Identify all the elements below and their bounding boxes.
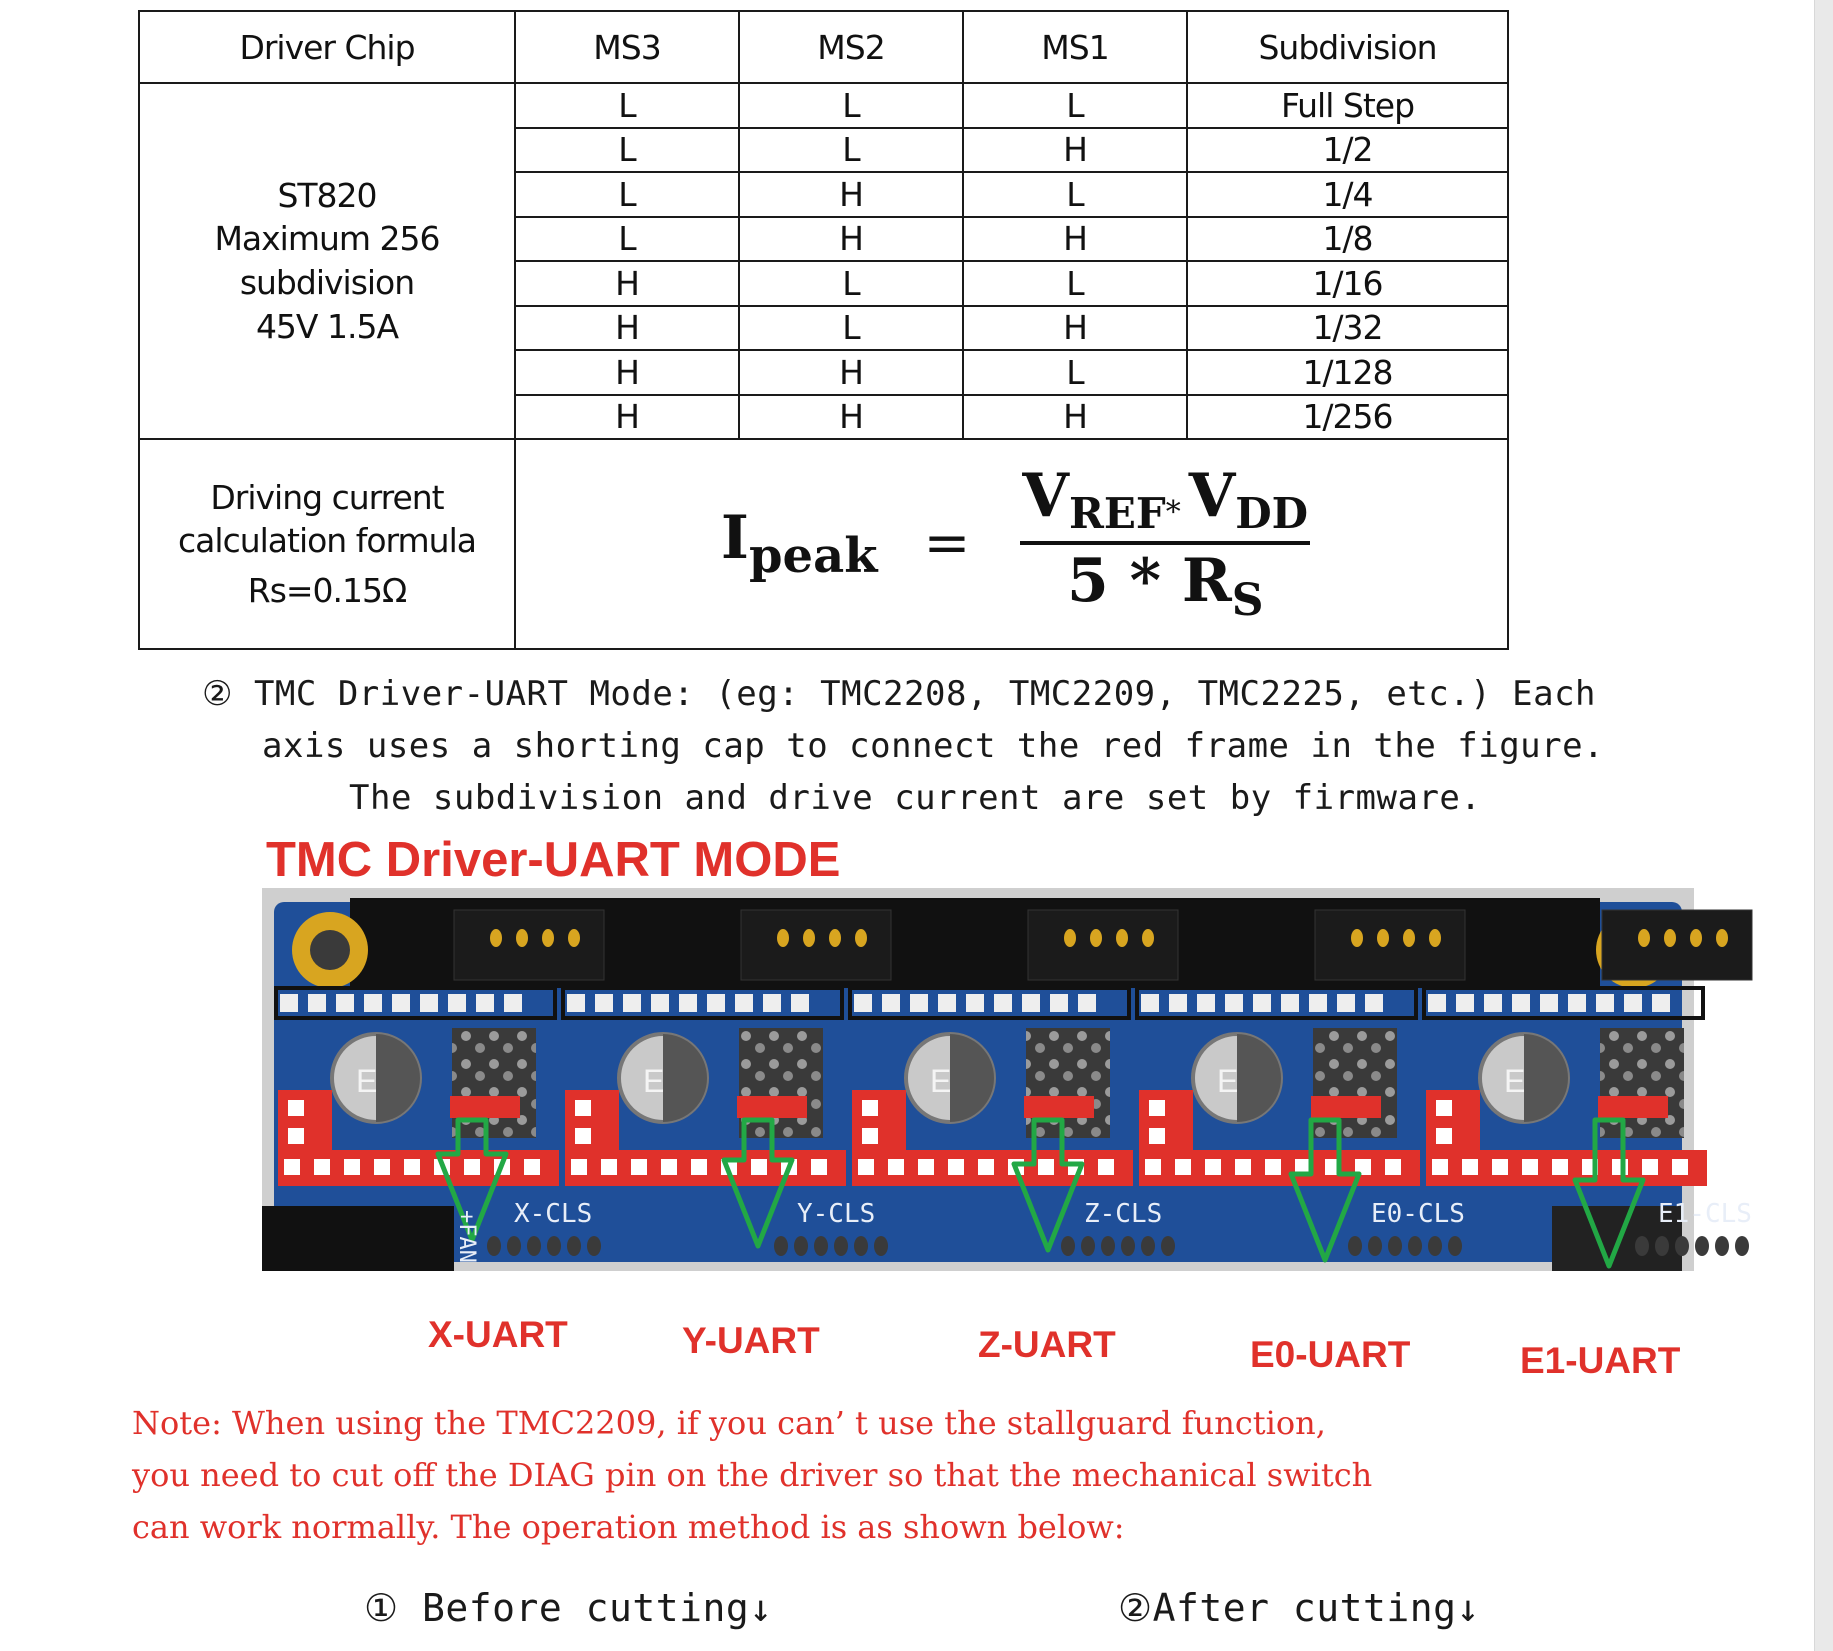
endstop-pin	[1116, 929, 1128, 947]
red-row-pin	[858, 1159, 874, 1175]
red-frame-pin	[575, 1100, 591, 1116]
uart-label-e0: E0-UART	[1250, 1334, 1411, 1375]
pin-dot	[1715, 1236, 1729, 1256]
header-pin	[364, 994, 382, 1012]
pin-dot	[1388, 1236, 1402, 1256]
pin-dot	[1348, 1236, 1362, 1256]
header-ms2: MS2	[739, 11, 963, 83]
shorting-cap-e0	[1311, 1096, 1381, 1118]
table-header-row	[139, 11, 1508, 83]
shorting-cap-e1	[1598, 1096, 1668, 1118]
formula-numerator: $V_{REF}*$ $V_{DD}$	[1022, 460, 1309, 538]
table-cell: H	[515, 261, 739, 306]
shorting-cap-x	[450, 1096, 520, 1118]
table-cell: H	[515, 350, 739, 395]
pin-dot	[507, 1236, 521, 1256]
pin-dot	[1428, 1236, 1442, 1256]
endstop-pin	[803, 929, 815, 947]
endstop-pin	[1377, 929, 1389, 947]
header-pin	[280, 994, 298, 1012]
pin-dot	[1735, 1236, 1749, 1256]
chip-subdivision-line: subdivision	[239, 263, 415, 302]
formula-label-line2: calculation formula	[178, 521, 476, 561]
endstop-plug-e0	[1315, 910, 1465, 980]
red-row-pin	[1672, 1159, 1688, 1175]
red-row-pin	[1038, 1159, 1054, 1175]
endstop-pin	[1638, 929, 1650, 947]
table-cell: L	[515, 172, 739, 217]
header-pin	[1540, 994, 1558, 1012]
endstop-pin	[1090, 929, 1102, 947]
header-pin	[1253, 994, 1271, 1012]
endstop-plug-x	[454, 910, 604, 980]
table-cell: L	[963, 350, 1187, 395]
table-cell: 1/16	[1187, 261, 1508, 306]
header-pin	[567, 994, 585, 1012]
table-cell: Full Step	[1187, 83, 1508, 128]
red-frame-pin	[862, 1128, 878, 1144]
table-row	[139, 83, 1508, 128]
header-pin	[448, 994, 466, 1012]
endstop-pin	[542, 929, 554, 947]
red-frame-pin	[1149, 1128, 1165, 1144]
capacitor-mark: E	[356, 1063, 378, 1099]
pin-dot	[487, 1236, 501, 1256]
endstop-pin	[1142, 929, 1154, 947]
header-pin	[763, 994, 781, 1012]
board-diagram	[262, 888, 1752, 1271]
header-pin	[420, 994, 438, 1012]
table-cell: H	[739, 172, 963, 217]
pin-dot	[1408, 1236, 1422, 1256]
header-pin	[854, 994, 872, 1012]
formula-label-rs: Rs=0.15Ω	[247, 570, 407, 610]
red-row-pin	[888, 1159, 904, 1175]
red-row-pin	[691, 1159, 707, 1175]
pin-dot	[834, 1236, 848, 1256]
pin-dot	[1061, 1236, 1075, 1256]
table-cell: L	[739, 306, 963, 351]
header-pin	[1225, 994, 1243, 1012]
header-pin	[1512, 994, 1530, 1012]
uart-intro-line1: ② TMC Driver-UART Mode: (eg: TMC2208, TMC2209, TMC2225, etc.) Each	[202, 674, 1597, 714]
pin-dot	[1368, 1236, 1382, 1256]
pin-dot	[774, 1236, 788, 1256]
formula-label-line1: Driving current	[210, 477, 444, 517]
red-row-pin	[918, 1159, 934, 1175]
header-pin	[1624, 994, 1642, 1012]
chip-name: ST820	[277, 175, 377, 215]
capacitor-mark: E	[1504, 1063, 1526, 1099]
red-row-pin	[631, 1159, 647, 1175]
red-row-pin	[1098, 1159, 1114, 1175]
endstop-pin	[777, 929, 789, 947]
table-cell: H	[739, 395, 963, 440]
pin-dot	[1695, 1236, 1709, 1256]
shorting-cap-y	[737, 1096, 807, 1118]
driver-chip-cell	[139, 83, 515, 439]
table-cell: H	[963, 306, 1187, 351]
formula-denominator: $5 * R_S$	[1066, 545, 1264, 626]
capacitor-mark: E	[930, 1063, 952, 1099]
red-frame-pin	[575, 1128, 591, 1144]
header-pin	[623, 994, 641, 1012]
header-pin	[1428, 994, 1446, 1012]
header-pin	[1050, 994, 1068, 1012]
silkscreen-fan: +FAN	[454, 1210, 479, 1263]
silkscreen-cls-y: Y-CLS	[797, 1199, 876, 1229]
red-frame-pin	[1436, 1128, 1452, 1144]
table-cell: 1/4	[1187, 172, 1508, 217]
header-pin	[476, 994, 494, 1012]
red-row-pin	[1145, 1159, 1161, 1175]
table-cell: L	[515, 217, 739, 262]
header-pin	[1568, 994, 1586, 1012]
pin-dot	[547, 1236, 561, 1256]
board-figure	[262, 888, 1752, 1381]
header-ms1: MS1	[963, 11, 1187, 83]
header-pin	[1484, 994, 1502, 1012]
red-row-pin	[374, 1159, 390, 1175]
pin-dot	[814, 1236, 828, 1256]
table-cell: L	[963, 83, 1187, 128]
pin-dot	[1635, 1236, 1649, 1256]
pin-dot	[854, 1236, 868, 1256]
table-cell: L	[739, 128, 963, 173]
header-pin	[1309, 994, 1327, 1012]
red-row-pin	[751, 1159, 767, 1175]
header-pin	[910, 994, 928, 1012]
header-pin	[1456, 994, 1474, 1012]
formula-lhs: $I_{peak}$	[720, 503, 878, 584]
silkscreen-cls-e0: E0-CLS	[1371, 1199, 1465, 1229]
pin-dot	[874, 1236, 888, 1256]
table-cell: 1/32	[1187, 306, 1508, 351]
uart-label-x: X-UART	[428, 1314, 568, 1355]
uart-label-z: Z-UART	[978, 1324, 1116, 1365]
red-row-pin	[601, 1159, 617, 1175]
pin-dot	[1121, 1236, 1135, 1256]
pin-dot	[1141, 1236, 1155, 1256]
fan-block	[262, 1206, 454, 1271]
endstop-pin	[1429, 929, 1441, 947]
formula-row	[139, 439, 1508, 649]
red-frame-pin	[1436, 1100, 1452, 1116]
note-line3: can work normally. The operation method is as shown below:	[132, 1508, 1125, 1546]
table-cell: 1/2	[1187, 128, 1508, 173]
microstep-table	[138, 10, 1509, 650]
capacitor-mark: E	[1217, 1063, 1239, 1099]
header-pin	[966, 994, 984, 1012]
red-row-pin	[524, 1159, 540, 1175]
endstop-pin	[1664, 929, 1676, 947]
header-pin	[1197, 994, 1215, 1012]
header-pin	[994, 994, 1012, 1012]
header-pin	[336, 994, 354, 1012]
table-cell: L	[963, 261, 1187, 306]
red-frame-pin	[288, 1128, 304, 1144]
red-row-pin	[978, 1159, 994, 1175]
pin-dot	[794, 1236, 808, 1256]
table-cell: L	[515, 83, 739, 128]
formula-equals: =	[923, 511, 971, 576]
header-pin	[595, 994, 613, 1012]
endstop-pin	[1716, 929, 1728, 947]
peak-current-formula	[522, 460, 1513, 626]
red-row-pin	[404, 1159, 420, 1175]
endstop-pin	[568, 929, 580, 947]
endstop-pin	[829, 929, 841, 947]
table-cell: H	[515, 395, 739, 440]
header-pin	[791, 994, 809, 1012]
header-subdivision: Subdivision	[1187, 11, 1508, 83]
red-frame-pin	[862, 1100, 878, 1116]
red-row-pin	[284, 1159, 300, 1175]
table-cell: L	[739, 83, 963, 128]
red-frame-pin	[288, 1100, 304, 1116]
endstop-plug-y	[741, 910, 891, 980]
before-cutting-caption: ① Before cutting↓	[364, 1586, 773, 1630]
endstop-pin	[1351, 929, 1363, 947]
header-pin	[882, 994, 900, 1012]
table-cell: H	[739, 217, 963, 262]
header-pin	[1078, 994, 1096, 1012]
header-pin	[1141, 994, 1159, 1012]
figure-title: TMC Driver-UART MODE	[266, 833, 841, 887]
header-ms3: MS3	[515, 11, 739, 83]
uart-label-y: Y-UART	[682, 1320, 820, 1361]
red-row-pin	[314, 1159, 330, 1175]
header-pin	[1365, 994, 1383, 1012]
scrollbar[interactable]	[1814, 0, 1833, 1651]
red-row-pin	[1385, 1159, 1401, 1175]
header-pin	[735, 994, 753, 1012]
uart-label-e1: E1-UART	[1520, 1340, 1681, 1381]
red-row-pin	[1492, 1159, 1508, 1175]
table-cell: 1/256	[1187, 395, 1508, 440]
pin-dot	[1081, 1236, 1095, 1256]
chip-max-line: Maximum 256	[214, 219, 440, 259]
table-cell: L	[739, 261, 963, 306]
red-frame-pin	[1149, 1100, 1165, 1116]
pin-dot	[587, 1236, 601, 1256]
endstop-pin	[1064, 929, 1076, 947]
header-pin	[1337, 994, 1355, 1012]
header-pin	[1022, 994, 1040, 1012]
note-line1: Note: When using the TMC2209, if you can’ t use the stallguard function,	[132, 1404, 1326, 1442]
pin-dot	[1101, 1236, 1115, 1256]
formula-cell	[515, 439, 1508, 649]
pin-dot	[1675, 1236, 1689, 1256]
header-pin	[1596, 994, 1614, 1012]
table-cell: H	[963, 217, 1187, 262]
red-row-pin	[1552, 1159, 1568, 1175]
pin-dot	[1161, 1236, 1175, 1256]
capacitor-mark: E	[643, 1063, 665, 1099]
formula-label-cell	[139, 439, 515, 649]
endstop-pin	[516, 929, 528, 947]
header-driver-chip: Driver Chip	[139, 11, 515, 83]
header-pin	[1169, 994, 1187, 1012]
header-pin	[938, 994, 956, 1012]
shorting-cap-z	[1024, 1096, 1094, 1118]
pin-dot	[567, 1236, 581, 1256]
header-pin	[1281, 994, 1299, 1012]
header-pin	[1652, 994, 1670, 1012]
red-row-pin	[1522, 1159, 1538, 1175]
silkscreen-cls-x: X-CLS	[514, 1199, 593, 1229]
red-row-pin	[1205, 1159, 1221, 1175]
pin-dot	[1448, 1236, 1462, 1256]
red-row-pin	[464, 1159, 480, 1175]
chip-rating-line: 45V 1.5A	[255, 306, 399, 346]
pin-dot	[1655, 1236, 1669, 1256]
note-line2: you need to cut off the DIAG pin on the driver so that the mechanical switch	[132, 1456, 1373, 1494]
uart-intro-line3: The subdivision and drive current are set by firmware.	[349, 778, 1482, 818]
endstop-pin	[855, 929, 867, 947]
table-cell: 1/128	[1187, 350, 1508, 395]
red-row-pin	[1462, 1159, 1478, 1175]
header-pin	[707, 994, 725, 1012]
silkscreen-cls-e1: E1-CLS	[1658, 1199, 1752, 1229]
endstop-pin	[1403, 929, 1415, 947]
endstop-pin	[1690, 929, 1702, 947]
endstop-plug-z	[1028, 910, 1178, 980]
red-row-pin	[1265, 1159, 1281, 1175]
header-pin	[308, 994, 326, 1012]
red-row-pin	[1235, 1159, 1251, 1175]
uart-intro-line2: axis uses a shorting cap to connect the red frame in the figure.	[262, 726, 1605, 766]
header-pin	[392, 994, 410, 1012]
red-row-pin	[1642, 1159, 1658, 1175]
endstop-plug-e1	[1602, 910, 1752, 980]
header-pin	[651, 994, 669, 1012]
table-cell: L	[963, 172, 1187, 217]
table-cell: 1/8	[1187, 217, 1508, 262]
silkscreen-cls-z: Z-CLS	[1084, 1199, 1163, 1229]
red-row-pin	[1612, 1159, 1628, 1175]
header-pin	[679, 994, 697, 1012]
header-pin	[504, 994, 522, 1012]
red-row-pin	[661, 1159, 677, 1175]
red-row-pin	[1175, 1159, 1191, 1175]
red-row-pin	[571, 1159, 587, 1175]
red-row-pin	[344, 1159, 360, 1175]
red-row-pin	[811, 1159, 827, 1175]
after-cutting-caption: ②After cutting↓	[1118, 1586, 1480, 1630]
formula-fraction	[1016, 460, 1314, 626]
endstop-pin	[490, 929, 502, 947]
table-cell: L	[515, 128, 739, 173]
red-row-pin	[1432, 1159, 1448, 1175]
red-row-pin	[948, 1159, 964, 1175]
table-cell: H	[963, 128, 1187, 173]
table-cell: H	[515, 306, 739, 351]
table-cell: H	[963, 395, 1187, 440]
pin-dot	[527, 1236, 541, 1256]
table-cell: H	[739, 350, 963, 395]
